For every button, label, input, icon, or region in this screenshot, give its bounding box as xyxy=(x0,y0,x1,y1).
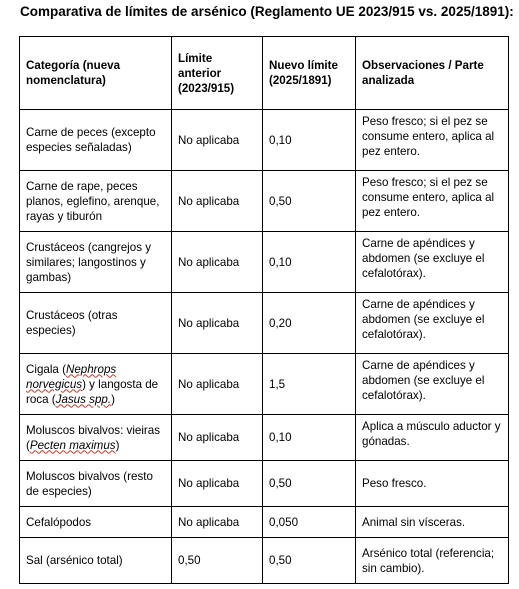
cell-category: Sal (arsénico total) xyxy=(20,538,172,584)
cell-previous-limit: No aplicaba xyxy=(172,171,263,232)
cell-previous-limit: No aplicaba xyxy=(172,415,263,461)
cell-category: Cefalópodos xyxy=(20,507,172,538)
cell-observations: Arsénico total (referencia; sin cambio). xyxy=(356,538,509,584)
cell-category: Carne de peces (excepto especies señaladas) xyxy=(20,110,172,171)
cell-new-limit: 0,10 xyxy=(263,232,356,293)
category-text: Moluscos bivalvos: vieiras ( xyxy=(26,423,161,452)
table-row xyxy=(20,354,509,415)
species-name: Jasus spp. xyxy=(55,392,112,406)
header-previous-limit: Límite anterior (2023/915) xyxy=(172,37,263,110)
cell-category: Carne de rape, peces planos, eglefino, arenque, rayas y tiburón xyxy=(20,171,172,232)
category-text: ) xyxy=(111,392,115,406)
header-category: Categoría (nueva nomenclatura) xyxy=(20,37,172,110)
cell-observations: Aplica a músculo aductor y gónadas. xyxy=(356,415,509,461)
table-row xyxy=(20,507,509,538)
table-row xyxy=(20,110,509,171)
cell-previous-limit: No aplicaba xyxy=(172,461,263,507)
species-name: Nephrops norvegicus xyxy=(26,362,117,391)
cell-new-limit: 0,20 xyxy=(263,293,356,354)
table-header-row xyxy=(20,37,509,110)
cell-new-limit: 0,50 xyxy=(263,171,356,232)
species-name: Pecten maximus xyxy=(29,438,116,452)
cell-previous-limit: No aplicaba xyxy=(172,507,263,538)
cell-new-limit: 0,10 xyxy=(263,415,356,461)
cell-category xyxy=(20,354,172,415)
table-row xyxy=(20,293,509,354)
cell-new-limit: 0,10 xyxy=(263,110,356,171)
document-title: Comparativa de límites de arsénico (Reglamento UE 2023/915 vs. 2025/1891): xyxy=(20,4,514,19)
table-row xyxy=(20,538,509,584)
cell-previous-limit: No aplicaba xyxy=(172,354,263,415)
cell-observations: Carne de apéndices y abdomen (se excluye el cefalotórax). xyxy=(356,232,509,293)
cell-new-limit: 0,50 xyxy=(263,461,356,507)
cell-new-limit: 1,5 xyxy=(263,354,356,415)
cell-observations: Peso fresco; si el pez se consume entero, aplica al pez entero. xyxy=(356,171,509,232)
cell-observations: Peso fresco; si el pez se consume entero, aplica al pez entero. xyxy=(356,110,509,171)
table-row xyxy=(20,415,509,461)
cell-new-limit: 0,50 xyxy=(263,538,356,584)
cell-previous-limit: No aplicaba xyxy=(172,232,263,293)
cell-previous-limit: 0,50 xyxy=(172,538,263,584)
category-text: ) xyxy=(115,438,120,452)
category-text: Cigala ( xyxy=(26,362,66,376)
cell-observations: Peso fresco. xyxy=(356,461,509,507)
category-text: ) y langosta de roca ( xyxy=(26,377,159,406)
cell-previous-limit: No aplicaba xyxy=(172,110,263,171)
cell-previous-limit: No aplicaba xyxy=(172,293,263,354)
table-row xyxy=(20,461,509,507)
cell-category xyxy=(20,415,172,461)
cell-category: Moluscos bivalvos (resto de especies) xyxy=(20,461,172,507)
cell-observations: Animal sin vísceras. xyxy=(356,507,509,538)
cell-observations: Carne de apéndices y abdomen (se excluye el cefalotórax). xyxy=(356,293,509,354)
cell-category: Crustáceos (otras especies) xyxy=(20,293,172,354)
table-row xyxy=(20,171,509,232)
arsenic-limits-table xyxy=(19,36,509,584)
cell-observations: Carne de apéndices y abdomen (se excluye el cefalotórax). xyxy=(356,354,509,415)
header-new-limit: Nuevo límite (2025/1891) xyxy=(263,37,356,110)
cell-category: Crustáceos (cangrejos y similares; langostinos y gambas) xyxy=(20,232,172,293)
header-observations: Observaciones / Parte analizada xyxy=(356,37,509,110)
cell-new-limit: 0,050 xyxy=(263,507,356,538)
table-row xyxy=(20,232,509,293)
